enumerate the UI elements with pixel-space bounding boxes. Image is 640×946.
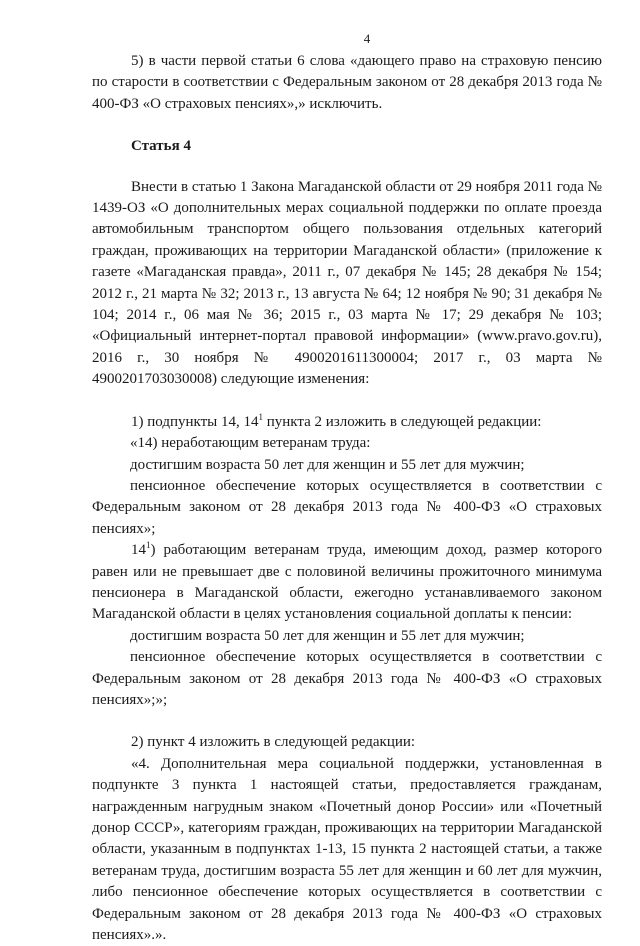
article-heading: Статья 4 xyxy=(131,138,191,155)
item-2-intro: 2) пункт 4 изложить в следующей редакции: xyxy=(131,734,416,751)
subitem-14-1 xyxy=(92,540,602,626)
item-2 xyxy=(92,732,602,946)
superscript: 1 xyxy=(146,540,151,551)
subitem-14-1-number: 14 xyxy=(131,542,146,559)
subitem-14-title: «14) неработающим ветеранам труда: xyxy=(130,435,371,452)
intro-paragraph: 5) в части первой статьи 6 слова «дающего право на страховую пенсию по старости в соответствии с Федеральным законом от 28 декабря 2013 года № 400-ФЗ «О страховых пенсиях»,» исключить. xyxy=(92,53,602,112)
superscript: 1 xyxy=(258,411,263,422)
item-1-intro xyxy=(92,412,602,433)
subitem-14-1-pension: пенсионное обеспечение которых осуществляется в соответствии с Федеральным законом от 28 декабря 2013 года № 400-ФЗ «О страховых пенсиях»;»; xyxy=(92,649,602,708)
item-2-text: «4. Дополнительная мера социальной поддержки, установленная в подпункте 3 пункта 1 настоящей статьи, предоставляется гражданам, награжденным нагрудным знаком «Почетный донор России» или «Почетный донор СССР», категориям граждан, проживающих на территории Магаданской области, указанным в подпунктах 1-13, 15 пункта 2 настоящей статьи, а также ветеранам труда, достигшим возраста 55 лет для женщин и 60 лет для мужчин, либо пенсионное обеспечение которых осуществляется в соответствии с Федеральным законом от 28 декабря 2013 года № 400-ФЗ «О страховых пенсиях».». xyxy=(92,755,602,944)
subitem-14-1-age: достигшим возраста 50 лет для женщин и 55 лет для мужчин; xyxy=(130,627,525,644)
item-1 xyxy=(92,412,602,712)
item-1-intro-text: 1) подпункты 14, 14 xyxy=(131,413,259,430)
item-1-intro-tail: пункта 2 изложить в следующей редакции: xyxy=(263,413,542,430)
subitem-14-pension: пенсионное обеспечение которых осуществляется в соответствии с Федеральным законом от 28 декабря 2013 года № 400-ФЗ «О страховых пенсиях»; xyxy=(92,477,602,537)
page-number: 4 xyxy=(363,31,371,46)
subitem-14-age: достигшим возраста 50 лет для женщин и 55 лет для мужчин; xyxy=(130,456,525,473)
subitem-14-1-text: ) работающим ветеранам труда, имеющим доход, размер которого равен или не превышает две с половиной величины прожиточного минимума пенсионера в Магаданской области, ежегодно устанавливаемого законом Магаданской области в целях установления социальной доплаты к пенсии: xyxy=(92,542,602,623)
amendment-intro: Внести в статью 1 Закона Магаданской области от 29 ноября 2011 года № 1439-ОЗ «О дополнительных мерах социальной поддержки по оплате проезда автомобильным транспортом общего пользования отдельных категорий граждан, проживающих на территории Магаданской области» (приложение к газете «Магаданская правда», 2011 г., 07 декабря № 145; 28 декабря № 154; 2012 г., 21 марта № 32; 2013 г., 13 августа № 64; 12 ноября № 90; 31 декабря № 104; 2014 г., 06 мая № 36; 2015 г., 03 марта № 17; 29 декабря № 103; «Официальный интернет-портал правовой информации» (www.pravo.gov.ru), 2016 г., 30 ноября № 4900201611300004; 2017 г., 03 марта № 4900201703030008) следующие изменения: xyxy=(92,178,602,388)
